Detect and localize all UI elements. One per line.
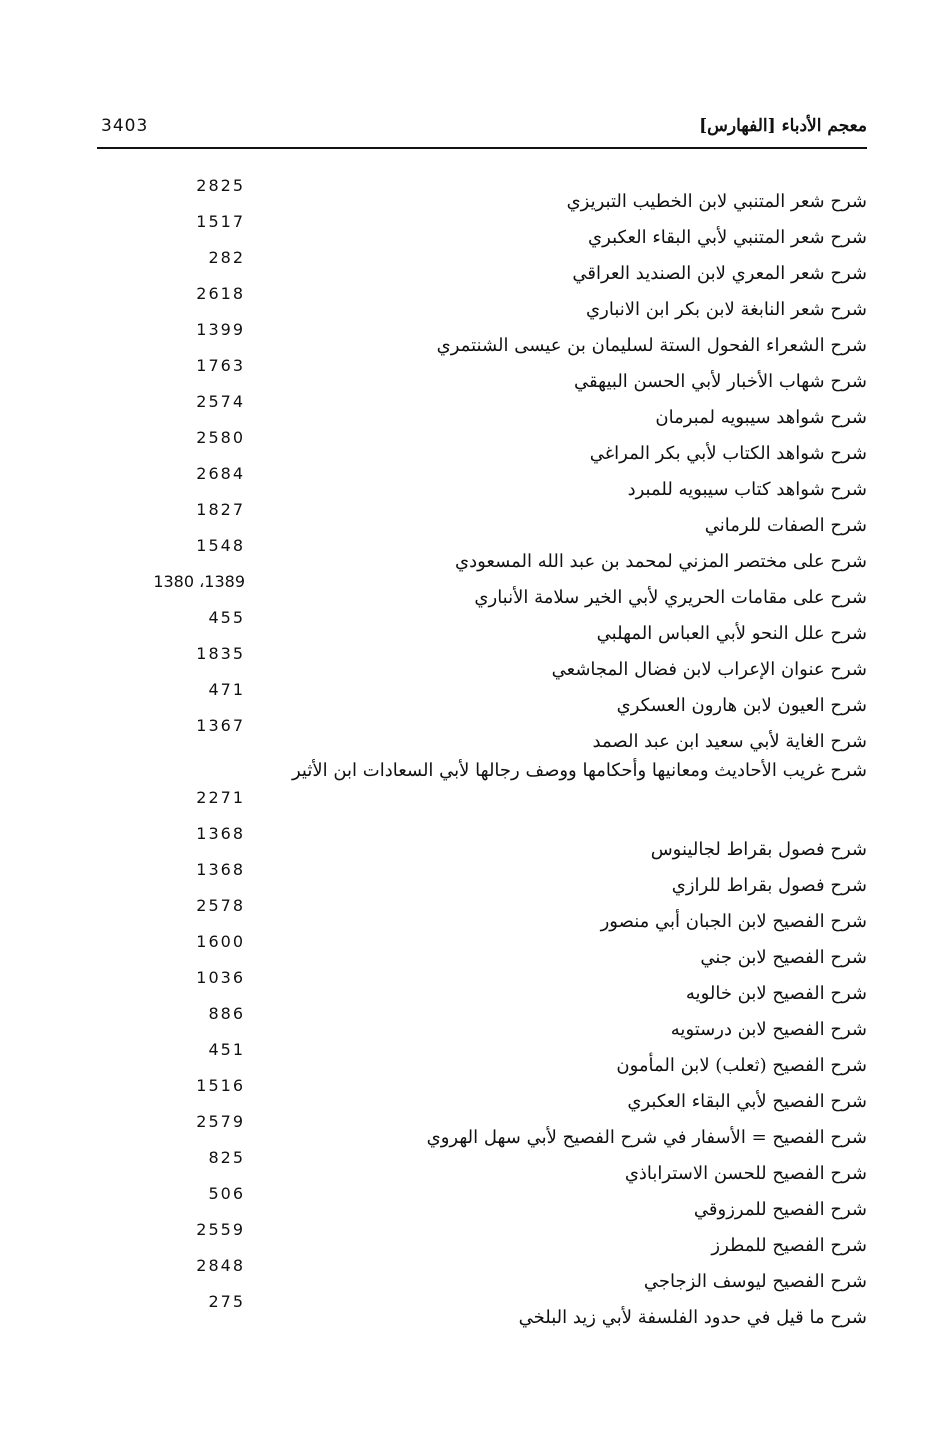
index-entry <box>97 968 867 1004</box>
index-entry <box>97 1040 867 1076</box>
index-entry <box>97 824 867 860</box>
entry-title: شرح على مختصر المزني لمحمد بن عبد الله المسعودي <box>454 551 867 572</box>
index-entry <box>97 1112 867 1148</box>
entry-title: شرح شعر المتنبي لأبي البقاء العكبري <box>588 227 867 248</box>
entry-page-numbers: 1548 <box>196 536 245 555</box>
entry-page-numbers: 2578 <box>196 896 245 915</box>
entry-page-numbers: 2684 <box>196 464 245 483</box>
entry-title: شرح شواهد كتاب سيبويه للمبرد <box>627 479 867 500</box>
entry-title: شرح الفصيح للمرزوقي <box>693 1199 867 1220</box>
entry-page-numbers: 1367 <box>196 716 245 735</box>
entry-page-numbers: 2559 <box>196 1220 245 1239</box>
entry-page-numbers: 1517 <box>196 212 245 231</box>
entry-title: شرح الفصيح لأبي البقاء العكبري <box>627 1091 867 1112</box>
index-entry <box>97 1004 867 1040</box>
entry-title: شرح فصول بقراط للرازي <box>671 875 867 896</box>
entry-page-numbers: 2848 <box>196 1256 245 1275</box>
entry-title: شرح الغاية لأبي سعيد ابن عبد الصمد <box>592 731 867 752</box>
entry-title: شرح شعر النابغة لابن بكر ابن الانباري <box>586 299 867 320</box>
index-entry <box>97 320 867 356</box>
entry-title: شرح غريب الأحاديث ومعانيها وأحكامها ووصف رجالها لأبي السعادات ابن الأثير <box>291 760 867 781</box>
entry-page-numbers: 2825 <box>196 176 245 195</box>
page-header <box>97 114 867 144</box>
index-entry <box>97 716 867 752</box>
entry-page-numbers: 506 <box>208 1184 245 1203</box>
entry-title: شرح الفصيح لابن خالويه <box>685 983 867 1004</box>
entry-title: شرح الفصيح لابن جني <box>700 947 867 968</box>
entry-page-numbers: 2271 <box>196 788 245 807</box>
entry-title: شرح الفصيح لابن درستويه <box>670 1019 867 1040</box>
index-entry <box>97 536 867 572</box>
index-entry <box>97 1256 867 1292</box>
header-rule <box>97 147 867 149</box>
entry-page-numbers: 451 <box>208 1040 245 1059</box>
entry-title: شرح العيون لابن هارون العسكري <box>616 695 867 716</box>
index-entry <box>97 752 867 824</box>
index-entry <box>97 284 867 320</box>
entry-page-numbers: 455 <box>208 608 245 627</box>
entry-page-numbers: 1600 <box>196 932 245 951</box>
index-entry <box>97 572 867 608</box>
entry-title: شرح الفصيح لابن الجبان أبي منصور <box>600 911 867 932</box>
index-entry <box>97 608 867 644</box>
entry-page-numbers: 1399 <box>196 320 245 339</box>
entry-page-numbers: 1036 <box>196 968 245 987</box>
entry-title: شرح علل النحو لأبي العباس المهلبي <box>596 623 867 644</box>
entry-page-numbers: 1835 <box>196 644 245 663</box>
entry-title: شرح الشعراء الفحول الستة لسليمان بن عيسى الشنتمري <box>436 335 867 356</box>
entry-page-numbers: 2574 <box>196 392 245 411</box>
index-entry <box>97 1220 867 1256</box>
index-entry <box>97 392 867 428</box>
index-entry <box>97 248 867 284</box>
index-entry <box>97 1076 867 1112</box>
entry-title: شرح ما قيل في حدود الفلسفة لأبي زيد البلخي <box>518 1307 867 1328</box>
entry-page-numbers: 1368 <box>196 824 245 843</box>
entry-page-numbers: 2579 <box>196 1112 245 1131</box>
index-entry <box>97 1148 867 1184</box>
index-entry <box>97 212 867 248</box>
entry-page-numbers: 1827 <box>196 500 245 519</box>
index-entry <box>97 500 867 536</box>
entry-page-numbers: 2580 <box>196 428 245 447</box>
entry-title: شرح الفصيح (ثعلب) لابن المأمون <box>616 1055 867 1076</box>
entry-page-numbers: 1368 <box>196 860 245 879</box>
entry-title: شرح الفصيح = الأسفار في شرح الفصيح لأبي سهل الهروي <box>426 1127 867 1148</box>
index-entry <box>97 644 867 680</box>
index-entry <box>97 1292 867 1328</box>
running-title: معجم الأدباء [الفهارس] <box>699 116 867 136</box>
entry-page-numbers: 282 <box>208 248 245 267</box>
entry-page-numbers: 1516 <box>196 1076 245 1095</box>
entry-page-numbers: 886 <box>208 1004 245 1023</box>
page-number: 3403 <box>101 116 149 136</box>
entry-title: شرح فصول بقراط لجالينوس <box>650 839 867 860</box>
index-entry <box>97 932 867 968</box>
index-list <box>97 176 867 1328</box>
index-entry <box>97 896 867 932</box>
entry-page-numbers: 1763 <box>196 356 245 375</box>
entry-title: شرح شعر المتنبي لابن الخطيب التبريزي <box>566 191 867 212</box>
index-entry <box>97 680 867 716</box>
entry-title: شرح على مقامات الحريري لأبي الخير سلامة الأنباري <box>474 587 867 608</box>
entry-page-numbers: 275 <box>208 1292 245 1311</box>
entry-title: شرح شواهد الكتاب لأبي بكر المراغي <box>589 443 867 464</box>
index-entry <box>97 356 867 392</box>
entry-page-numbers: 825 <box>208 1148 245 1167</box>
index-entry <box>97 428 867 464</box>
entry-title: شرح شواهد سيبويه لمبرمان <box>655 407 867 428</box>
entry-title: شرح الصفات للرماني <box>704 515 867 536</box>
entry-page-numbers: 1380 ،1389 <box>153 572 245 591</box>
entry-page-numbers: 2618 <box>196 284 245 303</box>
index-entry <box>97 464 867 500</box>
index-entry <box>97 176 867 212</box>
entry-title: شرح شهاب الأخبار لأبي الحسن البيهقي <box>574 371 867 392</box>
entry-page-numbers: 471 <box>208 680 245 699</box>
entry-title: شرح الفصيح للحسن الاستراباذي <box>624 1163 867 1184</box>
entry-title: شرح شعر المعري لابن الصنديد العراقي <box>572 263 867 284</box>
entry-title: شرح الفصيح للمطرز <box>711 1235 867 1256</box>
entry-title: شرح الفصيح ليوسف الزجاجي <box>643 1271 867 1292</box>
entry-title: شرح عنوان الإعراب لابن فضال المجاشعي <box>551 659 867 680</box>
index-entry <box>97 860 867 896</box>
index-entry <box>97 1184 867 1220</box>
